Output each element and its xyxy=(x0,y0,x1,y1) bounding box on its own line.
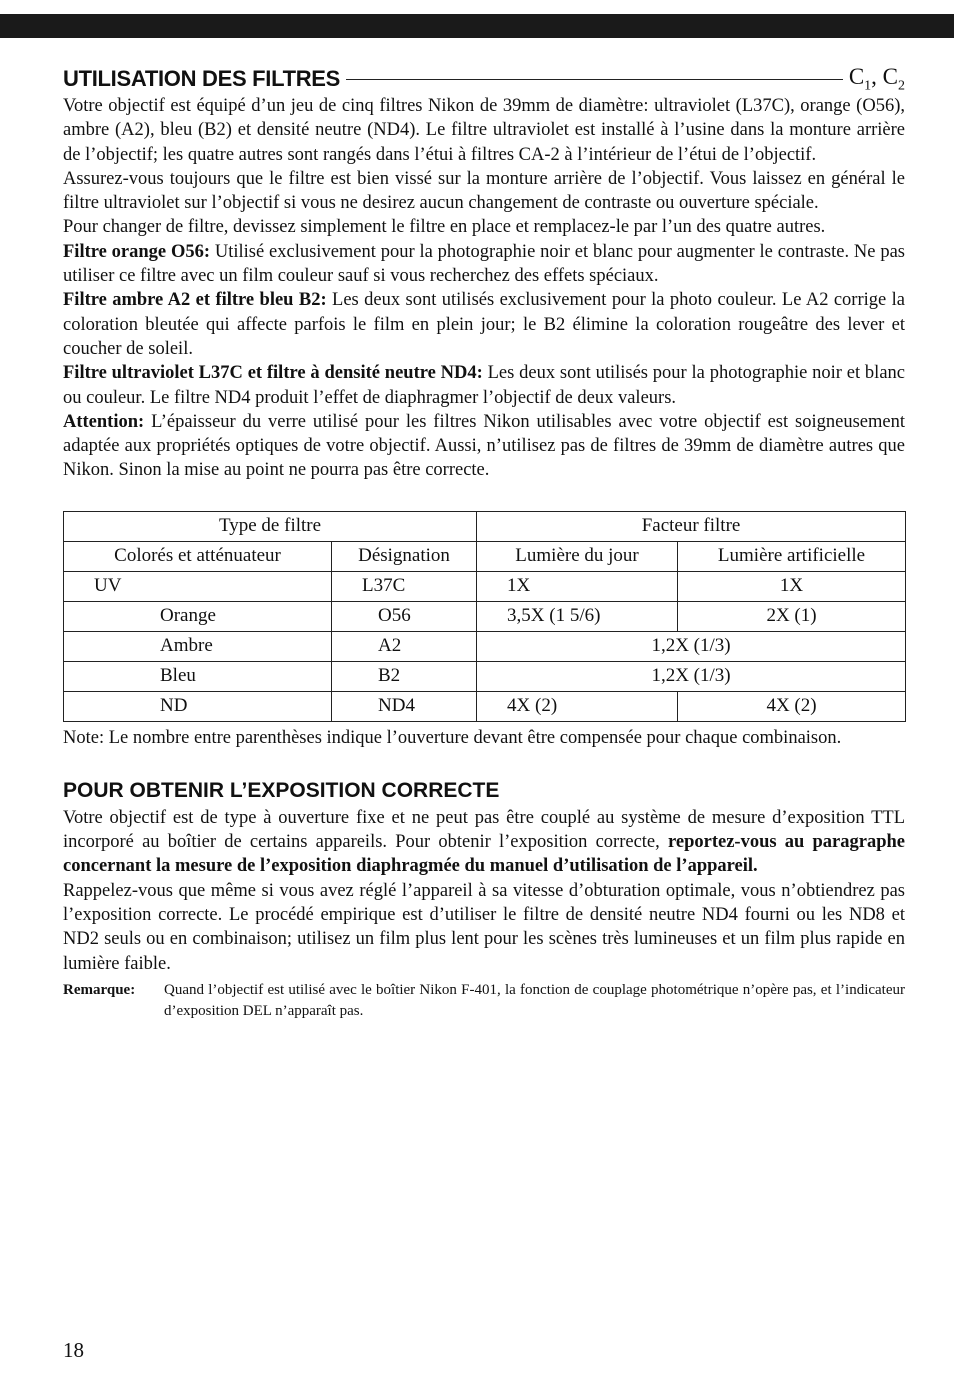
paragraph-changing: Pour changer de filtre, devissez simplement le filtre en place et remplacez-le par l’un des quatre autres. xyxy=(63,217,826,238)
paragraph-exposure xyxy=(63,806,905,879)
header-artificial: Lumière artificielle xyxy=(678,541,906,571)
page-top-border xyxy=(0,14,954,38)
cell-designation: O56 xyxy=(332,601,477,631)
table-row xyxy=(64,691,906,721)
paragraph-attention xyxy=(63,410,905,483)
cell-daylight: 3,5X (1 5/6) xyxy=(477,601,678,631)
label-uv-nd: Filtre ultraviolet L37C et filtre à densité neutre ND4: xyxy=(63,363,483,384)
filter-factor-table xyxy=(63,511,906,722)
paragraph-mounting: Assurez-vous toujours que le filtre est bien vissé sur la monture arrière de l’objectif. Vous laissez en général le filtre ultraviolet sur l’objectif si vous ne desirez aucun changement de contraste ou ouverture spéciale. xyxy=(63,168,905,214)
lens-code-main: C xyxy=(848,63,865,89)
cell-artificial: 4X (2) xyxy=(678,691,906,721)
text-uv-nd: Les deux sont utilisés pour la photographie noir et blanc ou couleur. Le filtre ND4 produit l’effet de diaphragmer l’objectif de deux valeurs. xyxy=(63,363,905,408)
header-designation: Désignation xyxy=(332,541,477,571)
text-exposure: Votre objectif est de type à ouverture fixe et ne peut pas être couplé au système de mesure d’exposition TTL incorporé au boîtier de certains appareils. Pour obtenir l’exposition correcte, xyxy=(63,807,905,853)
header-daylight: Lumière du jour xyxy=(477,541,678,571)
header-filter-factor: Facteur filtre xyxy=(477,511,906,541)
cell-factor-both: 1,2X (1/3) xyxy=(477,661,906,691)
cell-artificial: 1X xyxy=(678,571,906,601)
lens-code-sep: , C xyxy=(871,63,898,89)
cell-designation: B2 xyxy=(332,661,477,691)
cell-daylight: 1X xyxy=(477,571,678,601)
paragraph-intro: Votre objectif est équipé d’un jeu de cinq filtres Nikon de 39mm de diamètre: ultraviolet (L37C), orange (O56), ambre (A2), bleu (B2) et densité neutre (ND4). Le filtre ultraviolet est installé à l’usine dans la monture arrière de l’objectif; les quatre autres sont rangés dans l’étui à filtres CA-2 à l’intérieur de l’étui de l’objectif. xyxy=(63,96,905,165)
cell-daylight: 4X (2) xyxy=(477,691,678,721)
paragraph-uv-nd xyxy=(63,361,905,410)
lens-code-sub1: 1 xyxy=(864,78,872,94)
cell-factor-both: 1,2X (1/3) xyxy=(477,631,906,661)
lens-code xyxy=(849,64,905,95)
cell-type: UV xyxy=(64,571,332,601)
text-attention: L’épaisseur du verre utilisé pour les filtres Nikon utilisables avec votre objectif est soigneusement adaptée aux propriétés optiques de votre objectif. Aussi, n’utilisez pas de filtres de 39mm de diamètre autres que Nikon. Sinon la mise au point ne pourra pas être correcte. xyxy=(63,411,905,481)
cell-type: Ambre xyxy=(64,631,332,661)
section-heading-filters xyxy=(63,64,905,94)
header-colored: Colorés et atténuateur xyxy=(64,541,332,571)
label-orange: Filtre orange O56: xyxy=(63,241,211,262)
cell-designation: A2 xyxy=(332,631,477,661)
table-header-row xyxy=(64,541,906,571)
label-attention: Attention: xyxy=(63,411,145,432)
paragraph-amber-blue xyxy=(63,288,905,361)
heading-rule xyxy=(346,79,843,80)
text-exposure-bold: reportez-vous au paragraphe concernant la mesure de l’exposition diaphragmée du manuel d’utilisation de l’appareil. xyxy=(63,832,906,877)
cell-type: Orange xyxy=(64,601,332,631)
lens-code-sub2: 2 xyxy=(898,78,905,94)
section-title: UTILISATION DES FILTRES xyxy=(63,66,341,91)
cell-designation: L37C xyxy=(332,571,477,601)
page-content xyxy=(63,64,905,1023)
table-row xyxy=(64,661,906,691)
cell-designation: ND4 xyxy=(332,691,477,721)
remark-text: Quand l’objectif est utilisé avec le boîtier Nikon F-401, la fonction de couplage photométrique n’opère pas, et l’indicateur d’exposition DEL n’apparaît pas. xyxy=(164,981,905,1020)
text-orange: Utilisé exclusivement pour la photographie noir et blanc pour augmenter le contraste. Ne pas utiliser ce filtre avec un film couleur sauf si vous recherchez des effets spéciaux. xyxy=(63,241,906,287)
cell-type: Bleu xyxy=(64,661,332,691)
table-group-header-row xyxy=(64,511,906,541)
table-row xyxy=(64,571,906,601)
cell-type: ND xyxy=(64,691,332,721)
paragraph-reminder: Rappelez-vous que même si vous avez réglé l’appareil à sa vitesse d’obturation optimale, vous n’obtiendrez pas l’exposition correcte. Le procédé empirique est d’utiliser le filtre de densité neutre ND4 fourni ou les ND8 et ND2 seuls ou en combinaison; utilisez un film plus lent pour les scènes très lumineuses et un film plus rapide en lumière faible. xyxy=(63,880,905,974)
paragraph-orange xyxy=(63,240,905,289)
section-heading-exposure: POUR OBTENIR L’EXPOSITION CORRECTE xyxy=(63,778,500,802)
page-number: 18 xyxy=(63,1338,84,1362)
header-filter-type: Type de filtre xyxy=(64,511,477,541)
remark xyxy=(63,980,905,1023)
text-amber-blue: Les deux sont utilisés exclusivement pour la photo couleur. Le A2 corrige la coloration bleutée qui affecte parfois le film en plein jour; le B2 élimine la coloration rougeâtre des lever et coucher de soleil. xyxy=(63,290,905,359)
label-amber-blue: Filtre ambre A2 et filtre bleu B2: xyxy=(63,290,327,311)
table-row xyxy=(64,631,906,661)
table-note: Note: Le nombre entre parenthèses indique l’ouverture devant être compensée pour chaque combinaison. xyxy=(63,727,842,748)
cell-artificial: 2X (1) xyxy=(678,601,906,631)
remark-label: Remarque: xyxy=(63,981,136,998)
table-row xyxy=(64,601,906,631)
